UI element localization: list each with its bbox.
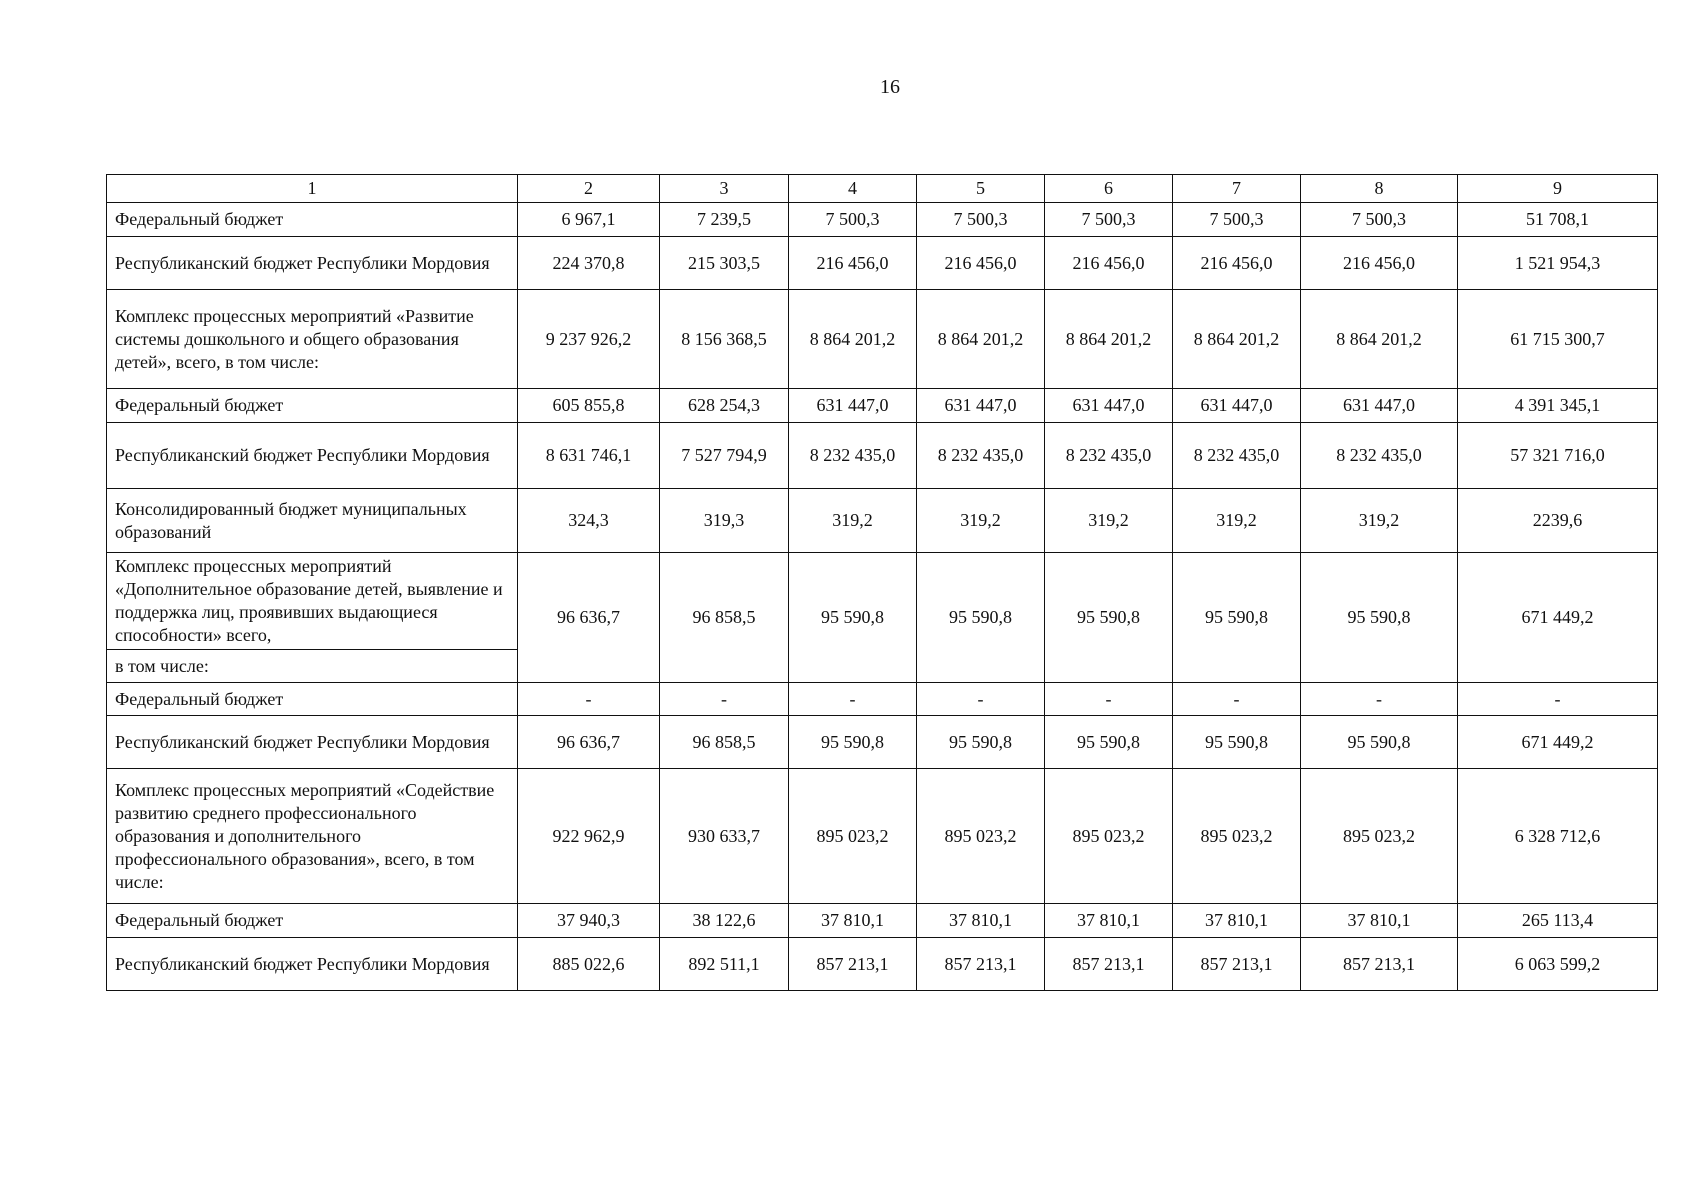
- value-cell: 7 500,3: [1045, 203, 1173, 237]
- value-cell: 95 590,8: [789, 553, 917, 683]
- value-cell: 8 864 201,2: [1045, 290, 1173, 389]
- value-cell: 8 864 201,2: [1301, 290, 1458, 389]
- row-label: Федеральный бюджет: [107, 904, 518, 938]
- total-cell: 671 449,2: [1458, 553, 1658, 683]
- header-cell: 2: [518, 175, 660, 203]
- value-cell: 96 636,7: [518, 553, 660, 683]
- value-cell: -: [660, 683, 789, 716]
- row-label: Федеральный бюджет: [107, 389, 518, 423]
- value-cell: 95 590,8: [917, 553, 1045, 683]
- value-cell: 8 864 201,2: [917, 290, 1045, 389]
- value-cell: 95 590,8: [1045, 716, 1173, 769]
- value-cell: 216 456,0: [789, 237, 917, 290]
- value-cell: 324,3: [518, 489, 660, 553]
- value-cell: 96 636,7: [518, 716, 660, 769]
- value-cell: 631 447,0: [1173, 389, 1301, 423]
- value-cell: 95 590,8: [917, 716, 1045, 769]
- value-cell: 319,2: [917, 489, 1045, 553]
- value-cell: 37 810,1: [1045, 904, 1173, 938]
- value-cell: 96 858,5: [660, 716, 789, 769]
- value-cell: 319,2: [1045, 489, 1173, 553]
- value-cell: 37 810,1: [1173, 904, 1301, 938]
- value-cell: 8 864 201,2: [1173, 290, 1301, 389]
- value-cell: 895 023,2: [917, 769, 1045, 904]
- row-label: Республиканский бюджет Республики Мордовия: [107, 423, 518, 489]
- total-cell: 4 391 345,1: [1458, 389, 1658, 423]
- row-label: Федеральный бюджет: [107, 683, 518, 716]
- value-cell: 7 500,3: [1173, 203, 1301, 237]
- value-cell: 7 527 794,9: [660, 423, 789, 489]
- value-cell: 96 858,5: [660, 553, 789, 683]
- value-cell: 857 213,1: [1301, 938, 1458, 991]
- value-cell: -: [789, 683, 917, 716]
- value-cell: 37 810,1: [1301, 904, 1458, 938]
- value-cell: 37 810,1: [917, 904, 1045, 938]
- value-cell: 319,2: [1301, 489, 1458, 553]
- value-cell: 9 237 926,2: [518, 290, 660, 389]
- value-cell: 895 023,2: [1301, 769, 1458, 904]
- value-cell: 8 156 368,5: [660, 290, 789, 389]
- row-label: Республиканский бюджет Республики Мордовия: [107, 237, 518, 290]
- total-cell: 61 715 300,7: [1458, 290, 1658, 389]
- total-cell: 57 321 716,0: [1458, 423, 1658, 489]
- value-cell: 8 232 435,0: [1045, 423, 1173, 489]
- value-cell: 857 213,1: [789, 938, 917, 991]
- value-cell: 319,2: [1173, 489, 1301, 553]
- value-cell: 895 023,2: [1045, 769, 1173, 904]
- header-cell: 4: [789, 175, 917, 203]
- value-cell: 8 232 435,0: [1173, 423, 1301, 489]
- table-row: [107, 389, 1658, 423]
- value-cell: 631 447,0: [1301, 389, 1458, 423]
- header-cell: 5: [917, 175, 1045, 203]
- table-row: [107, 290, 1658, 389]
- value-cell: 37 810,1: [789, 904, 917, 938]
- table-row: [107, 716, 1658, 769]
- value-cell: 8 232 435,0: [789, 423, 917, 489]
- value-cell: 95 590,8: [1173, 553, 1301, 683]
- row-label: Консолидированный бюджет муниципальных образований: [107, 489, 518, 553]
- total-cell: 2239,6: [1458, 489, 1658, 553]
- value-cell: -: [518, 683, 660, 716]
- value-cell: 8 232 435,0: [917, 423, 1045, 489]
- value-cell: 95 590,8: [1173, 716, 1301, 769]
- value-cell: 215 303,5: [660, 237, 789, 290]
- value-cell: 7 500,3: [917, 203, 1045, 237]
- value-cell: 7 500,3: [789, 203, 917, 237]
- total-cell: 6 063 599,2: [1458, 938, 1658, 991]
- value-cell: 8 864 201,2: [789, 290, 917, 389]
- value-cell: 95 590,8: [1301, 553, 1458, 683]
- header-cell: 6: [1045, 175, 1173, 203]
- total-cell: 1 521 954,3: [1458, 237, 1658, 290]
- value-cell: -: [1045, 683, 1173, 716]
- row-label: Республиканский бюджет Республики Мордовия: [107, 938, 518, 991]
- value-cell: -: [1173, 683, 1301, 716]
- table-row: [107, 237, 1658, 290]
- value-cell: 216 456,0: [917, 237, 1045, 290]
- header-cell: 7: [1173, 175, 1301, 203]
- value-cell: 216 456,0: [1301, 237, 1458, 290]
- value-cell: 319,3: [660, 489, 789, 553]
- total-cell: 51 708,1: [1458, 203, 1658, 237]
- value-cell: 8 232 435,0: [1301, 423, 1458, 489]
- value-cell: -: [917, 683, 1045, 716]
- value-cell: 6 967,1: [518, 203, 660, 237]
- row-sublabel: в том числе:: [107, 650, 518, 683]
- value-cell: 628 254,3: [660, 389, 789, 423]
- header-cell: 9: [1458, 175, 1658, 203]
- value-cell: 930 633,7: [660, 769, 789, 904]
- value-cell: 216 456,0: [1045, 237, 1173, 290]
- value-cell: 857 213,1: [917, 938, 1045, 991]
- value-cell: 885 022,6: [518, 938, 660, 991]
- value-cell: 895 023,2: [1173, 769, 1301, 904]
- budget-table: [106, 174, 1658, 991]
- total-cell: 671 449,2: [1458, 716, 1658, 769]
- row-label: Комплекс процессных мероприятий «Содействие развитию среднего профессионального образования и дополнительного профессионального образования», всего, в том числе:: [107, 769, 518, 904]
- value-cell: 95 590,8: [1301, 716, 1458, 769]
- value-cell: 7 239,5: [660, 203, 789, 237]
- page-number: 16: [880, 76, 900, 98]
- value-cell: 922 962,9: [518, 769, 660, 904]
- value-cell: 37 940,3: [518, 904, 660, 938]
- value-cell: 631 447,0: [1045, 389, 1173, 423]
- value-cell: 319,2: [789, 489, 917, 553]
- table-row: [107, 423, 1658, 489]
- value-cell: 224 370,8: [518, 237, 660, 290]
- table-row: [107, 553, 1658, 650]
- table-row: [107, 769, 1658, 904]
- header-cell: 3: [660, 175, 789, 203]
- total-cell: -: [1458, 683, 1658, 716]
- row-label: Комплекс процессных мероприятий «Развитие системы дошкольного и общего образования детей», всего, в том числе:: [107, 290, 518, 389]
- value-cell: 605 855,8: [518, 389, 660, 423]
- table-row: [107, 203, 1658, 237]
- value-cell: 95 590,8: [789, 716, 917, 769]
- value-cell: 892 511,1: [660, 938, 789, 991]
- value-cell: 216 456,0: [1173, 237, 1301, 290]
- value-cell: 895 023,2: [789, 769, 917, 904]
- header-cell: 1: [107, 175, 518, 203]
- value-cell: 7 500,3: [1301, 203, 1458, 237]
- row-label: Федеральный бюджет: [107, 203, 518, 237]
- table-row: [107, 938, 1658, 991]
- table-header-row: [107, 175, 1658, 203]
- value-cell: 95 590,8: [1045, 553, 1173, 683]
- table-row: [107, 683, 1658, 716]
- value-cell: 631 447,0: [917, 389, 1045, 423]
- table-row: [107, 904, 1658, 938]
- value-cell: 631 447,0: [789, 389, 917, 423]
- value-cell: 8 631 746,1: [518, 423, 660, 489]
- value-cell: -: [1301, 683, 1458, 716]
- value-cell: 38 122,6: [660, 904, 789, 938]
- row-label: Комплекс процессных мероприятий «Дополнительное образование детей, выявление и поддержка лиц, проявивших выдающиеся способности» всего,: [107, 553, 518, 650]
- row-label: Республиканский бюджет Республики Мордовия: [107, 716, 518, 769]
- total-cell: 6 328 712,6: [1458, 769, 1658, 904]
- header-cell: 8: [1301, 175, 1458, 203]
- total-cell: 265 113,4: [1458, 904, 1658, 938]
- value-cell: 857 213,1: [1045, 938, 1173, 991]
- value-cell: 857 213,1: [1173, 938, 1301, 991]
- table-row: [107, 489, 1658, 553]
